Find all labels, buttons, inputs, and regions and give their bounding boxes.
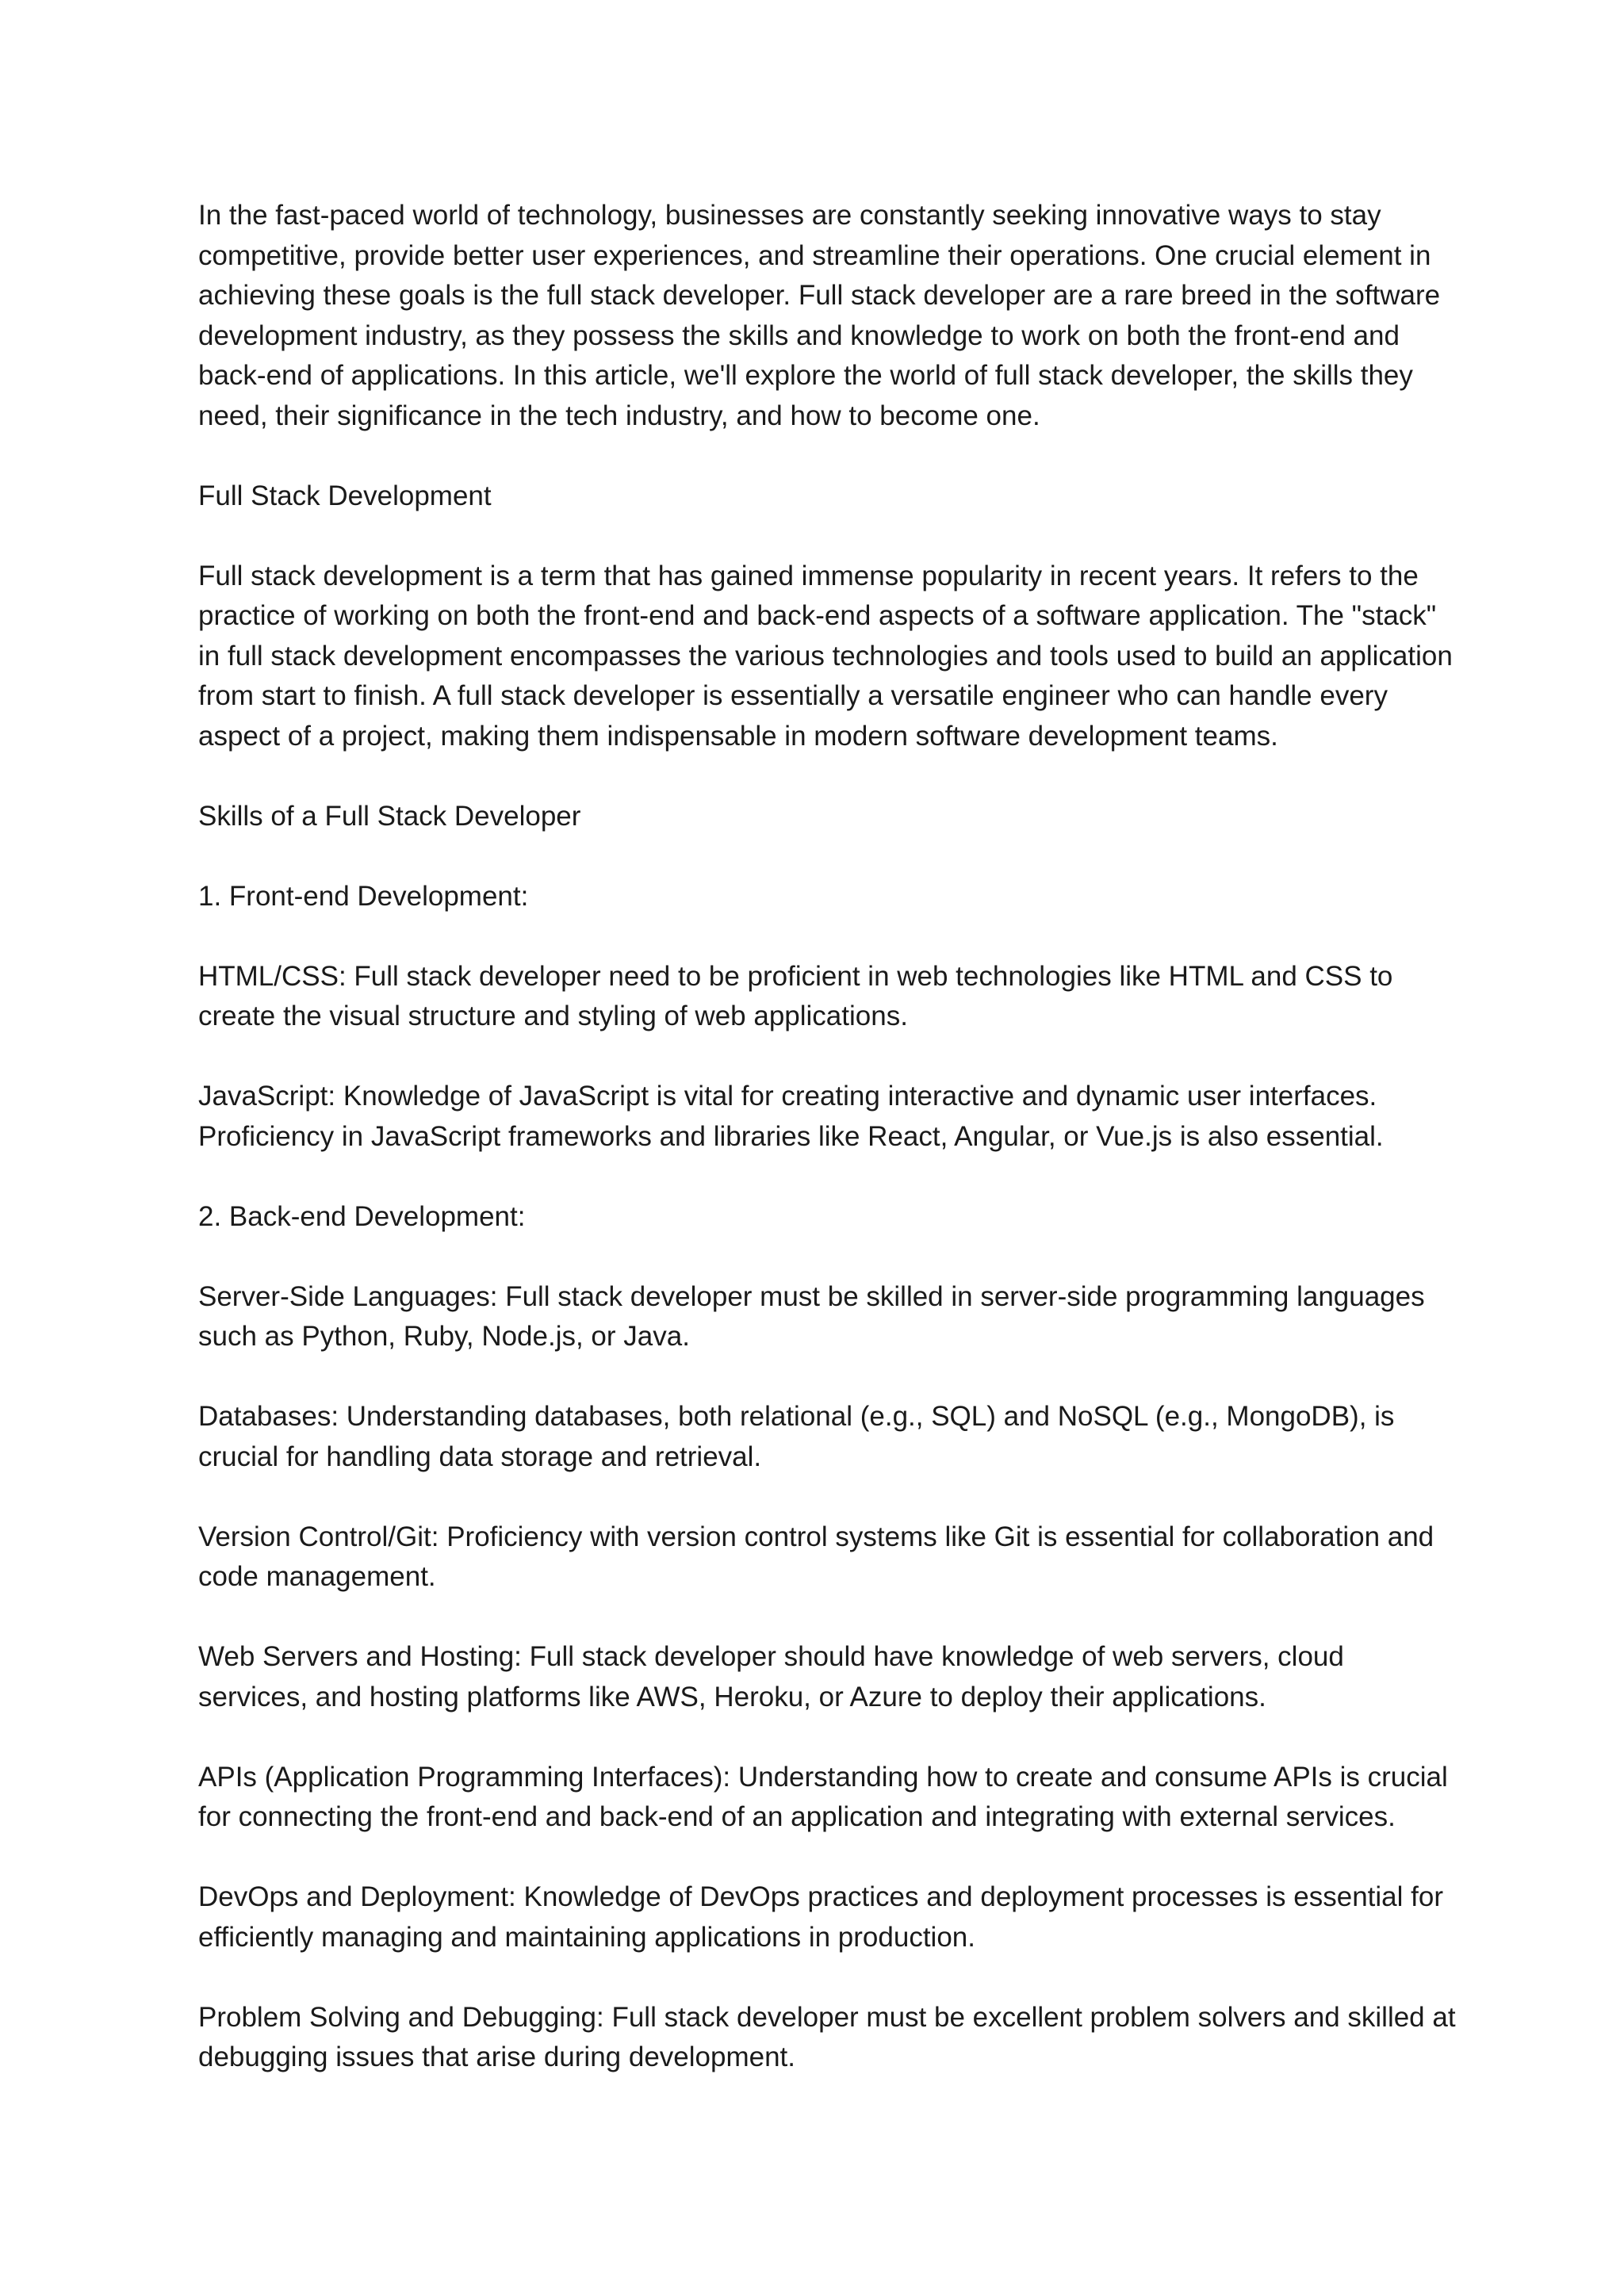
section-heading-skills: Skills of a Full Stack Developer bbox=[198, 800, 581, 832]
problem-solving-paragraph: Problem Solving and Debugging: Full stack developer must be excellent problem solvers and skilled at debugging issues that arise during development. bbox=[198, 2001, 1456, 2072]
databases-paragraph: Databases: Understanding databases, both relational (e.g., SQL) and NoSQL (e.g., MongoDB), is crucial for handling data storage and retrieval. bbox=[198, 1401, 1395, 1472]
subheading-front-end: 1. Front-end Development: bbox=[198, 880, 529, 912]
javascript-paragraph: JavaScript: Knowledge of JavaScript is vital for creating interactive and dynamic user interfaces. Proficiency in JavaScript frameworks and libraries like React, Angular, or Vue.js is also essential. bbox=[198, 1081, 1384, 1152]
apis-paragraph: APIs (Application Programming Interfaces): Understanding how to create and consume APIs is crucial for connecting the front-end and back-end of an application and integrating with external services. bbox=[198, 1761, 1448, 1832]
document-page bbox=[198, 196, 1459, 2078]
intro-paragraph: In the fast-paced world of technology, businesses are constantly seeking innovative ways to stay competitive, provide better user experiences, and streamline their operations. One crucial element in achieving these goals is the full stack developer. Full stack developer are a rare breed in the software development industry, as they possess the skills and knowledge to work on both the front-end and back-end of applications. In this article, we'll explore the world of full stack developer, the skills they need, their significance in the tech industry, and how to become one. bbox=[198, 200, 1441, 431]
section-heading-full-stack-development: Full Stack Development bbox=[198, 480, 492, 511]
subheading-back-end: 2. Back-end Development: bbox=[198, 1200, 526, 1232]
web-servers-paragraph: Web Servers and Hosting: Full stack developer should have knowledge of web servers, cloud services, and hosting platforms like AWS, Heroku, or Azure to deploy their applications. bbox=[198, 1641, 1344, 1712]
devops-paragraph: DevOps and Deployment: Knowledge of DevOps practices and deployment processes is essential for efficiently managing and maintaining applications in production. bbox=[198, 1881, 1443, 1953]
full-stack-development-paragraph: Full stack development is a term that has gained immense popularity in recent years. It refers to the practice of working on both the front-end and back-end aspects of a software application. The "stack" in full stack development encompasses the various technologies and tools used to build an application from start to finish. A full stack developer is essentially a versatile engineer who can handle every aspect of a project, making them indispensable in modern software development teams. bbox=[198, 560, 1453, 752]
html-css-paragraph: HTML/CSS: Full stack developer need to be proficient in web technologies like HTML and CSS to create the visual structure and styling of web applications. bbox=[198, 960, 1393, 1031]
server-side-languages-paragraph: Server-Side Languages: Full stack developer must be skilled in server-side programming languages such as Python, Ruby, Node.js, or Java. bbox=[198, 1280, 1425, 1352]
version-control-paragraph: Version Control/Git: Proficiency with version control systems like Git is essential for collaboration and code management. bbox=[198, 1521, 1434, 1592]
